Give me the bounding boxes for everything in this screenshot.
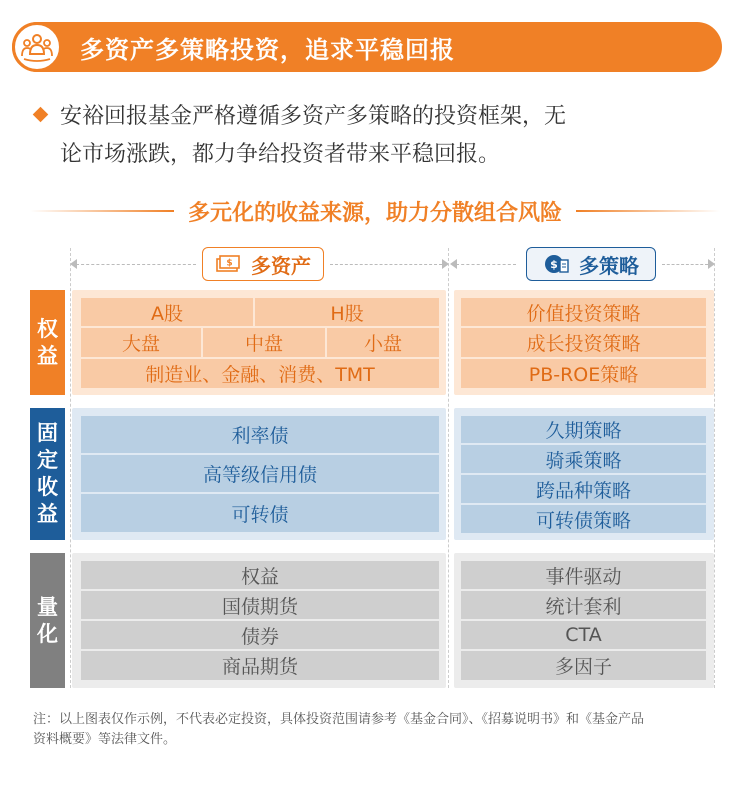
strategy-cell: 统计套利 — [461, 591, 706, 619]
strategy-cell: CTA — [461, 621, 706, 649]
asset-cell: 大盘 — [81, 328, 201, 357]
guide-arrow-line — [456, 264, 516, 265]
svg-text:$: $ — [550, 258, 558, 271]
disclaimer-note — [33, 710, 733, 750]
column-header-multi-asset — [202, 247, 324, 281]
arrow-right-icon — [708, 259, 715, 269]
row-label-char: 收 — [37, 475, 58, 499]
arrow-left-icon — [450, 259, 457, 269]
fixed-income-strategies-panel — [454, 408, 714, 540]
row-label-equity — [30, 290, 65, 395]
strategy-cell: 成长投资策略 — [461, 328, 706, 357]
guide-line-middle — [448, 248, 449, 688]
guide-line-right — [714, 248, 715, 688]
asset-cell: 小盘 — [327, 328, 439, 357]
guide-line-left — [70, 248, 71, 688]
equity-assets-panel — [72, 290, 446, 395]
subtitle-row — [30, 196, 720, 226]
asset-cell: 债券 — [81, 621, 439, 649]
strategy-cell: 价值投资策略 — [461, 298, 706, 326]
subtitle-left-line — [30, 210, 174, 212]
intro-paragraph — [35, 98, 725, 174]
intro-line-1: 安裕回报基金严格遵循多资产多策略的投资框架，无 — [60, 104, 567, 129]
row-label-char: 益 — [37, 343, 58, 368]
strategy-cell: 可转债策略 — [461, 505, 706, 533]
row-label-char: 定 — [37, 448, 58, 472]
note-line-1: 注：以上图表仅作示例，不代表必定投资，具体投资范围请参考《基金合同》、《招募说明书》和《基金产品 — [33, 712, 645, 727]
asset-cell: 制造业、金融、消费、TMT — [81, 359, 439, 388]
coin-document-icon — [543, 253, 569, 275]
asset-cell: A股 — [81, 298, 253, 326]
header-banner — [12, 22, 722, 72]
svg-text:$: $ — [226, 258, 233, 269]
strategy-cell: 事件驱动 — [461, 561, 706, 589]
guide-arrow-line — [76, 264, 196, 265]
column-label-multi-strategy: 多策略 — [579, 253, 639, 278]
arrow-right-icon — [442, 259, 449, 269]
asset-cell: 权益 — [81, 561, 439, 589]
subtitle-right-line — [576, 210, 720, 212]
intro-line-2: 论市场涨跌，都力争给投资者带来平稳回报。 — [60, 142, 501, 167]
asset-cell: 中盘 — [203, 328, 325, 357]
subtitle: 多元化的收益来源，助力分散组合风险 — [188, 200, 563, 226]
diamond-bullet-icon — [33, 107, 49, 123]
people-group-icon — [12, 22, 62, 72]
asset-cell: 高等级信用债 — [81, 455, 439, 492]
row-label-char: 量 — [37, 594, 58, 619]
note-line-2: 资料概要》等法律文件。 — [33, 732, 177, 747]
cash-icon — [215, 253, 241, 275]
column-label-multi-asset: 多资产 — [251, 253, 311, 278]
guide-arrow-line — [662, 264, 708, 265]
guide-arrow-line — [330, 264, 442, 265]
strategy-cell: 骑乘策略 — [461, 445, 706, 473]
row-label-quant — [30, 553, 65, 688]
strategy-cell: PB-ROE策略 — [461, 359, 706, 388]
row-label-char: 益 — [37, 502, 58, 526]
quant-strategies-panel — [454, 553, 714, 688]
row-label-char: 化 — [37, 621, 58, 646]
quant-assets-panel — [72, 553, 446, 688]
strategy-cell: 久期策略 — [461, 416, 706, 443]
equity-strategies-panel — [454, 290, 714, 395]
asset-cell: H股 — [255, 298, 439, 326]
row-label-char: 权 — [37, 316, 58, 341]
asset-cell: 可转债 — [81, 494, 439, 532]
strategy-cell: 多因子 — [461, 651, 706, 680]
header-title: 多资产多策略投资，追求平稳回报 — [80, 35, 455, 64]
asset-cell: 商品期货 — [81, 651, 439, 680]
arrow-left-icon — [70, 259, 77, 269]
fixed-income-assets-panel — [72, 408, 446, 540]
row-label-char: 固 — [37, 421, 58, 445]
strategy-cell: 跨品种策略 — [461, 475, 706, 503]
column-header-multi-strategy — [526, 247, 656, 281]
asset-cell: 利率债 — [81, 416, 439, 453]
row-label-fixed-income — [30, 408, 65, 540]
asset-cell: 国债期货 — [81, 591, 439, 619]
